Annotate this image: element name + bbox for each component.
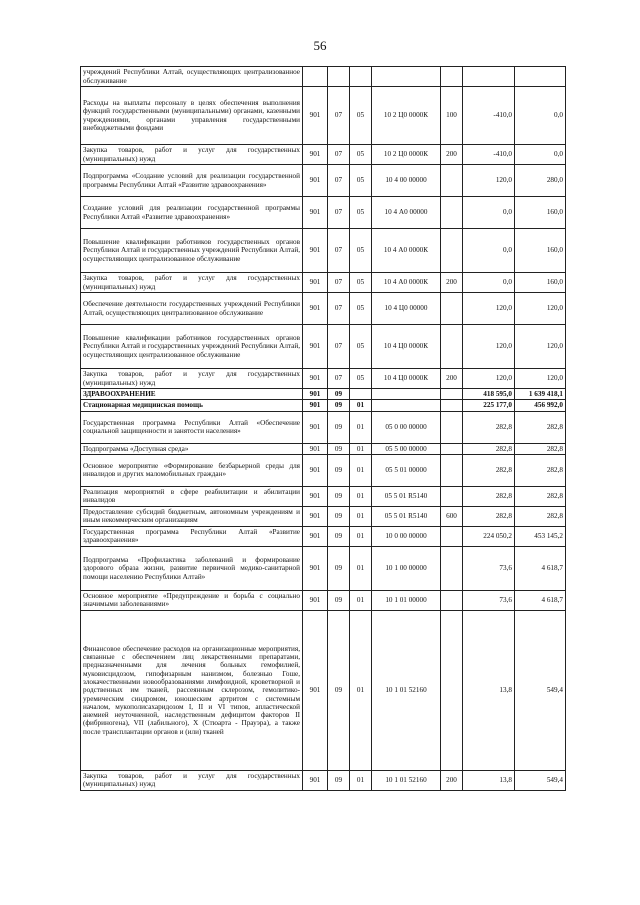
row-name-cell: Реализация мероприятий в сфере реабилитации и абилитации инвалидов xyxy=(81,486,303,506)
row-name-cell: Стационарная медицинская помощь xyxy=(81,400,303,411)
table-row xyxy=(81,590,566,610)
row-expense-type-cell xyxy=(441,610,463,770)
row-amount-2-cell: 1 639 418,1 xyxy=(515,389,566,400)
row-section-cell: 09 xyxy=(328,506,350,526)
row-grbs-cell: 901 xyxy=(303,197,328,229)
row-grbs-cell: 901 xyxy=(303,87,328,145)
row-expense-type-cell xyxy=(441,546,463,590)
row-name-cell: Создание условий для реализации государственной программы Республики Алтай «Развитие здравоохранения» xyxy=(81,197,303,229)
row-amount-1-cell: 282,8 xyxy=(463,411,515,443)
row-grbs-cell: 901 xyxy=(303,145,328,165)
row-expense-type-cell xyxy=(441,411,463,443)
row-grbs-cell: 901 xyxy=(303,526,328,546)
row-amount-2-cell: 280,0 xyxy=(515,165,566,197)
row-target-article-cell: 05 5 01 00000 xyxy=(372,454,441,486)
row-grbs-cell: 901 xyxy=(303,546,328,590)
row-amount-2-cell: 282,8 xyxy=(515,411,566,443)
row-section-cell: 09 xyxy=(328,486,350,506)
row-amount-1-cell: 0,0 xyxy=(463,229,515,273)
row-name-cell: учреждений Республики Алтай, осуществляющих централизованное обслуживание xyxy=(81,67,303,87)
row-grbs-cell: 901 xyxy=(303,590,328,610)
row-expense-type-cell xyxy=(441,293,463,325)
row-target-article-cell: 10 0 00 00000 xyxy=(372,526,441,546)
row-amount-1-cell: 13,8 xyxy=(463,610,515,770)
row-subsection-cell: 05 xyxy=(350,87,372,145)
row-section-cell: 09 xyxy=(328,546,350,590)
row-subsection-cell xyxy=(350,67,372,87)
row-section-cell: 07 xyxy=(328,369,350,389)
row-section-cell: 09 xyxy=(328,400,350,411)
table-row xyxy=(81,526,566,546)
row-amount-1-cell: 282,8 xyxy=(463,443,515,454)
row-amount-2-cell: 160,0 xyxy=(515,273,566,293)
row-grbs-cell: 901 xyxy=(303,273,328,293)
row-target-article-cell: 10 2 Ц0 0000К xyxy=(372,145,441,165)
row-grbs-cell: 901 xyxy=(303,411,328,443)
budget-table xyxy=(80,66,566,791)
row-name-cell: Финансовое обеспечение расходов на организационные мероприятия, связанные с обеспечением лиц лекарственными препаратами, предназначенными для лечения больных гемофилией, муковисцидозом, гипофизарным нанизмом, болезнью Гоше, злокачественными новообразованиями лимфоидной, кроветворной и родственных им тканей, рассеянным склерозом, гемолитико-уремическим синдромом, юношеским артритом с системным началом, мукополисахаридозом I, II и VI типов, апластической анемией неуточненной, наследственным дефицитом факторов II (фибриногена), VII (лабильного), X (Стюарта - Прауэра), а также после трансплантации органов и (или) тканей xyxy=(81,610,303,770)
row-target-article-cell: 05 5 01 R5140 xyxy=(372,486,441,506)
row-subsection-cell: 05 xyxy=(350,273,372,293)
row-amount-1-cell: 282,8 xyxy=(463,454,515,486)
row-expense-type-cell xyxy=(441,165,463,197)
row-name-cell: Закупка товаров, работ и услуг для государственных (муниципальных) нужд xyxy=(81,369,303,389)
row-subsection-cell: 05 xyxy=(350,145,372,165)
row-subsection-cell: 05 xyxy=(350,293,372,325)
row-subsection-cell: 01 xyxy=(350,454,372,486)
row-name-cell: Повышение квалификации работников государственных органов Республики Алтай и государственных учреждений Республики Алтай, осуществляющих централизованное обслуживание xyxy=(81,325,303,369)
row-amount-1-cell: 120,0 xyxy=(463,165,515,197)
row-name-cell: Закупка товаров, работ и услуг для государственных (муниципальных) нужд xyxy=(81,273,303,293)
row-target-article-cell: 05 5 00 00000 xyxy=(372,443,441,454)
table-row xyxy=(81,454,566,486)
row-target-article-cell: 05 5 01 R5140 xyxy=(372,506,441,526)
row-grbs-cell: 901 xyxy=(303,610,328,770)
row-section-cell: 09 xyxy=(328,389,350,400)
row-name-cell: Обеспечение деятельности государственных учреждений Республики Алтай, осуществляющих централизованное обслуживание xyxy=(81,293,303,325)
row-subsection-cell: 01 xyxy=(350,546,372,590)
row-section-cell: 07 xyxy=(328,145,350,165)
row-section-cell: 07 xyxy=(328,229,350,273)
row-amount-2-cell: 120,0 xyxy=(515,293,566,325)
row-subsection-cell: 01 xyxy=(350,486,372,506)
row-section-cell: 07 xyxy=(328,87,350,145)
row-section-cell: 09 xyxy=(328,770,350,790)
row-name-cell: Предоставление субсидий бюджетным, автономным учреждениям и иным некоммерческим организациям xyxy=(81,506,303,526)
table-row xyxy=(81,325,566,369)
row-amount-2-cell: 0,0 xyxy=(515,87,566,145)
row-subsection-cell: 01 xyxy=(350,411,372,443)
row-amount-2-cell: 549,4 xyxy=(515,610,566,770)
row-section-cell: 07 xyxy=(328,325,350,369)
row-subsection-cell: 01 xyxy=(350,590,372,610)
row-amount-2-cell: 160,0 xyxy=(515,197,566,229)
row-section-cell: 09 xyxy=(328,610,350,770)
table-row xyxy=(81,165,566,197)
table-row xyxy=(81,145,566,165)
table-row xyxy=(81,546,566,590)
table-row xyxy=(81,770,566,790)
row-amount-1-cell: 418 595,0 xyxy=(463,389,515,400)
table-row xyxy=(81,369,566,389)
row-section-cell: 09 xyxy=(328,454,350,486)
row-target-article-cell: 10 1 01 00000 xyxy=(372,590,441,610)
row-grbs-cell: 901 xyxy=(303,165,328,197)
row-target-article-cell xyxy=(372,67,441,87)
row-amount-2-cell: 282,8 xyxy=(515,454,566,486)
row-subsection-cell: 05 xyxy=(350,369,372,389)
row-subsection-cell: 01 xyxy=(350,610,372,770)
row-target-article-cell: 10 4 А0 00000 xyxy=(372,197,441,229)
row-section-cell: 07 xyxy=(328,273,350,293)
row-amount-2-cell: 282,8 xyxy=(515,486,566,506)
table-row xyxy=(81,389,566,400)
page-number: 56 xyxy=(313,38,327,53)
row-amount-1-cell: 73,6 xyxy=(463,590,515,610)
row-target-article-cell: 10 4 00 00000 xyxy=(372,165,441,197)
table-row xyxy=(81,411,566,443)
row-name-cell: Расходы на выплаты персоналу в целях обеспечения выполнения функций государственными (муниципальными) органами, казенными учреждениями, органами управления государственными внебюджетными фондами xyxy=(81,87,303,145)
row-amount-2-cell: 4 618,7 xyxy=(515,590,566,610)
row-grbs-cell: 901 xyxy=(303,369,328,389)
table-row xyxy=(81,610,566,770)
row-section-cell: 09 xyxy=(328,590,350,610)
row-expense-type-cell: 600 xyxy=(441,506,463,526)
row-expense-type-cell xyxy=(441,454,463,486)
row-expense-type-cell xyxy=(441,325,463,369)
row-expense-type-cell: 200 xyxy=(441,369,463,389)
table-body xyxy=(81,67,566,791)
row-amount-2-cell: 160,0 xyxy=(515,229,566,273)
row-subsection-cell: 05 xyxy=(350,165,372,197)
row-target-article-cell: 10 1 00 00000 xyxy=(372,546,441,590)
table-row xyxy=(81,293,566,325)
row-amount-1-cell: 225 177,0 xyxy=(463,400,515,411)
row-expense-type-cell xyxy=(441,197,463,229)
table-row xyxy=(81,506,566,526)
row-expense-type-cell xyxy=(441,443,463,454)
row-amount-1-cell: 224 050,2 xyxy=(463,526,515,546)
row-expense-type-cell xyxy=(441,389,463,400)
row-amount-1-cell: 282,8 xyxy=(463,506,515,526)
row-grbs-cell xyxy=(303,67,328,87)
row-name-cell: Основное мероприятие «Формирование безбарьерной среды для инвалидов и других маломобильных граждан» xyxy=(81,454,303,486)
row-expense-type-cell xyxy=(441,486,463,506)
row-expense-type-cell: 200 xyxy=(441,145,463,165)
row-amount-2-cell: 549,4 xyxy=(515,770,566,790)
row-expense-type-cell xyxy=(441,526,463,546)
row-target-article-cell: 10 4 Ц0 0000К xyxy=(372,325,441,369)
row-name-cell: Подпрограмма «Доступная среда» xyxy=(81,443,303,454)
row-subsection-cell: 05 xyxy=(350,325,372,369)
row-target-article-cell: 10 4 А0 0000К xyxy=(372,273,441,293)
row-name-cell: Закупка товаров, работ и услуг для государственных (муниципальных) нужд xyxy=(81,145,303,165)
row-subsection-cell: 01 xyxy=(350,443,372,454)
row-name-cell: Подпрограмма «Создание условий для реализации государственной программы Республики Алтай «Развитие здравоохранения» xyxy=(81,165,303,197)
table-row xyxy=(81,443,566,454)
row-name-cell: Закупка товаров, работ и услуг для государственных (муниципальных) нужд xyxy=(81,770,303,790)
row-amount-1-cell: 120,0 xyxy=(463,369,515,389)
row-subsection-cell: 01 xyxy=(350,506,372,526)
table-row xyxy=(81,197,566,229)
row-section-cell: 09 xyxy=(328,443,350,454)
row-subsection-cell: 05 xyxy=(350,229,372,273)
row-expense-type-cell: 100 xyxy=(441,87,463,145)
row-target-article-cell: 10 4 Ц0 00000 xyxy=(372,293,441,325)
row-grbs-cell: 901 xyxy=(303,293,328,325)
row-grbs-cell: 901 xyxy=(303,486,328,506)
row-target-article-cell: 10 4 А0 0000К xyxy=(372,229,441,273)
row-section-cell xyxy=(328,67,350,87)
row-amount-2-cell: 120,0 xyxy=(515,369,566,389)
row-amount-1-cell: 120,0 xyxy=(463,293,515,325)
row-amount-2-cell: 282,8 xyxy=(515,506,566,526)
row-section-cell: 07 xyxy=(328,293,350,325)
row-section-cell: 09 xyxy=(328,526,350,546)
row-amount-1-cell: -410,0 xyxy=(463,145,515,165)
row-name-cell: Государственная программа Республики Алтай «Обеспечение социальной защищенности и занятости населения» xyxy=(81,411,303,443)
row-amount-1-cell xyxy=(463,67,515,87)
row-amount-1-cell: 0,0 xyxy=(463,273,515,293)
row-amount-1-cell: -410,0 xyxy=(463,87,515,145)
table-row xyxy=(81,486,566,506)
row-amount-2-cell: 4 618,7 xyxy=(515,546,566,590)
row-amount-2-cell: 120,0 xyxy=(515,325,566,369)
row-name-cell: ЗДРАВООХРАНЕНИЕ xyxy=(81,389,303,400)
row-name-cell: Государственная программа Республики Алтай «Развитие здравоохранения» xyxy=(81,526,303,546)
row-amount-1-cell: 120,0 xyxy=(463,325,515,369)
row-amount-2-cell: 456 992,0 xyxy=(515,400,566,411)
row-grbs-cell: 901 xyxy=(303,443,328,454)
row-amount-2-cell: 453 145,2 xyxy=(515,526,566,546)
table-row xyxy=(81,400,566,411)
row-expense-type-cell xyxy=(441,400,463,411)
row-target-article-cell: 10 1 01 52160 xyxy=(372,610,441,770)
row-grbs-cell: 901 xyxy=(303,400,328,411)
row-expense-type-cell xyxy=(441,67,463,87)
row-grbs-cell: 901 xyxy=(303,454,328,486)
row-expense-type-cell xyxy=(441,590,463,610)
row-target-article-cell: 10 2 Ц0 0000К xyxy=(372,87,441,145)
row-grbs-cell: 901 xyxy=(303,325,328,369)
row-name-cell: Подпрограмма «Профилактика заболеваний и формирование здорового образа жизни, развитие первичной медико-санитарной помощи населению Республики Алтай» xyxy=(81,546,303,590)
row-grbs-cell: 901 xyxy=(303,770,328,790)
row-expense-type-cell: 200 xyxy=(441,273,463,293)
row-section-cell: 07 xyxy=(328,165,350,197)
table-row xyxy=(81,87,566,145)
table-row xyxy=(81,229,566,273)
row-amount-1-cell: 0,0 xyxy=(463,197,515,229)
row-subsection-cell xyxy=(350,389,372,400)
row-amount-2-cell: 282,8 xyxy=(515,443,566,454)
row-expense-type-cell xyxy=(441,229,463,273)
row-name-cell: Основное мероприятие «Предупреждение и борьба с социально значимыми заболеваниями» xyxy=(81,590,303,610)
row-amount-2-cell xyxy=(515,67,566,87)
row-amount-1-cell: 282,8 xyxy=(463,486,515,506)
row-target-article-cell xyxy=(372,389,441,400)
row-target-article-cell: 10 1 01 52160 xyxy=(372,770,441,790)
row-section-cell: 09 xyxy=(328,411,350,443)
row-amount-1-cell: 13,8 xyxy=(463,770,515,790)
row-subsection-cell: 01 xyxy=(350,400,372,411)
row-name-cell: Повышение квалификации работников государственных органов Республики Алтай и государственных учреждений Республики Алтай, осуществляющих централизованное обслуживание xyxy=(81,229,303,273)
row-target-article-cell: 05 0 00 00000 xyxy=(372,411,441,443)
row-grbs-cell: 901 xyxy=(303,506,328,526)
row-subsection-cell: 05 xyxy=(350,197,372,229)
table-row xyxy=(81,273,566,293)
row-target-article-cell: 10 4 Ц0 0000К xyxy=(372,369,441,389)
row-expense-type-cell: 200 xyxy=(441,770,463,790)
table-row xyxy=(81,67,566,87)
row-grbs-cell: 901 xyxy=(303,229,328,273)
row-subsection-cell: 01 xyxy=(350,526,372,546)
row-grbs-cell: 901 xyxy=(303,389,328,400)
row-amount-1-cell: 73,6 xyxy=(463,546,515,590)
row-subsection-cell: 01 xyxy=(350,770,372,790)
row-section-cell: 07 xyxy=(328,197,350,229)
row-amount-2-cell: 0,0 xyxy=(515,145,566,165)
row-target-article-cell xyxy=(372,400,441,411)
